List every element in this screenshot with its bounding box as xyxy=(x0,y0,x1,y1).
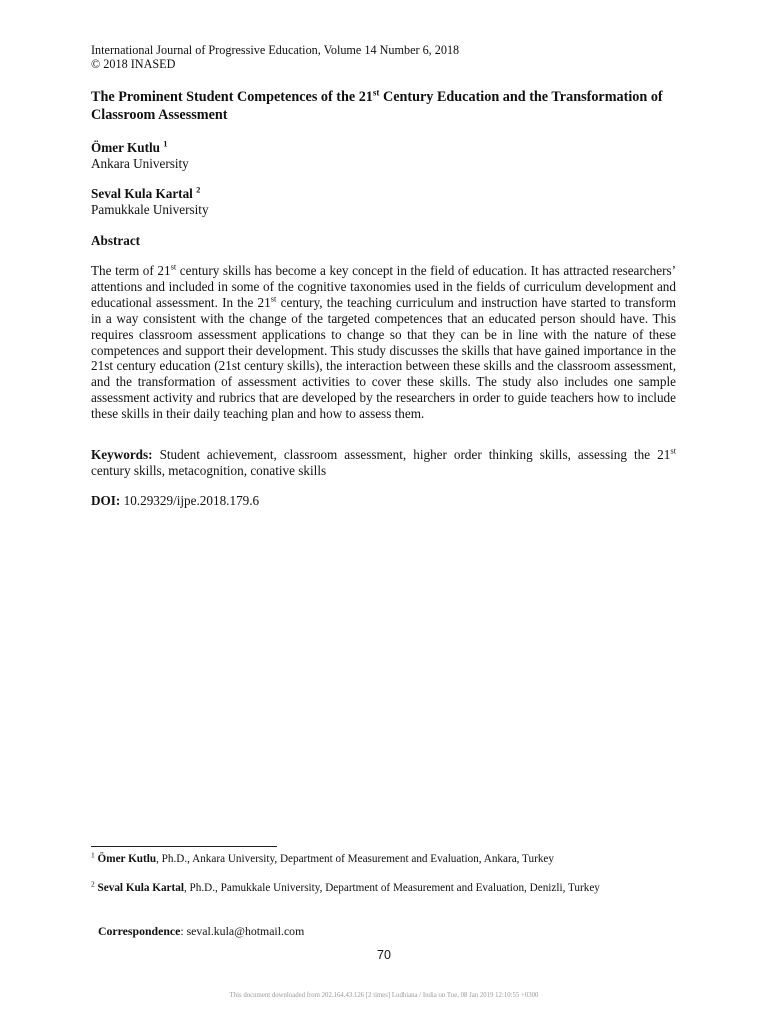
journal-header: International Journal of Progressive Education, Volume 14 Number 6, 2018 xyxy=(91,43,460,57)
doi-link[interactable]: 10.29329/ijpe.2018.179.6 xyxy=(120,493,260,508)
author-name: Seval Kula Kartal xyxy=(91,186,193,201)
author-name: Ömer Kutlu xyxy=(91,140,160,155)
doi-label: DOI: xyxy=(91,493,121,508)
author-footnote-marker[interactable]: 2 xyxy=(196,184,201,195)
page-number: 70 xyxy=(377,948,391,962)
author-footnote-marker[interactable]: 1 xyxy=(163,138,168,149)
abstract-text: The term of 21st century skills has become a key concept in the field of education. It has attracted researchers’ attentions and included in some of the cognitive taxonomies used in the fields of curriculum development and educational assessment. In the 21st century, the teaching curriculum and instruction have started to transform in a way consistent with the change of the targeted competences that an educated person should have. This requires classroom assessment applications to change so that they can be in line with the nature of these competences and support their development. This study discusses the skills that have gained importance in the 21st century education (21st century skills), the interaction between these skills and the classroom assessment, and the transformation of assessment activities to cover these skills. The study also includes one sample assessment activity and rubrics that are developed by the researchers in order to guide teachers how to include these skills in their daily teaching plan and how to assess them. xyxy=(91,261,677,422)
keywords-label: Keywords: xyxy=(91,447,153,462)
correspondence-line xyxy=(98,924,304,939)
abstract-heading: Abstract xyxy=(91,233,141,248)
footnote: $^1$ Ömer Kutlu, Ph.D., Ankara University, Department of Measurement and Evaluation, Ankara, Turkey xyxy=(91,850,554,865)
footnote: $^2$ Seval Kula Kartal, Ph.D., Pamukkale University, Department of Measurement and Evaluation, Denizli, Turkey xyxy=(91,879,600,894)
copyright-line: © 2018 INASED xyxy=(91,57,176,71)
article-title: The Prominent Student Competences of the 21st Century Education and the Transformation of Classroom Assessment xyxy=(91,87,663,123)
correspondence-email[interactable]: : seval.kula@hotmail.com xyxy=(180,924,305,938)
author-affiliation: Ankara University xyxy=(91,156,189,171)
footnote-divider xyxy=(91,846,277,847)
author-block xyxy=(91,186,209,218)
download-watermark: This document downloaded from 202.164.43.126 [2 times] Ludhiana / India on Tue, 08 Jan 2019 12:10:55 +0300 xyxy=(229,992,539,999)
author-affiliation: Pamukkale University xyxy=(91,202,209,217)
doi-line xyxy=(91,493,676,509)
author-block xyxy=(91,140,189,172)
correspondence-label: Correspondence xyxy=(98,924,181,938)
keywords: Keywords: Student achievement, classroom assessment, higher order thinking skills, assessing the 21st century skills, metacognition, conative skills xyxy=(91,445,676,478)
